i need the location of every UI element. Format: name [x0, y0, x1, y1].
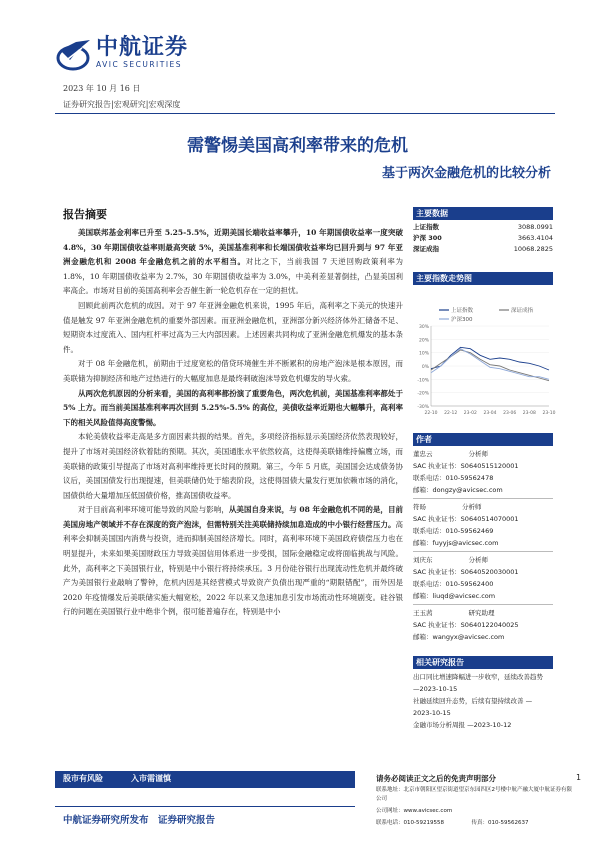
page-title: 需警惕美国高利率带来的危机: [187, 136, 408, 156]
author-name: 董忠云 分析师: [413, 450, 488, 458]
page-number: 1: [576, 773, 582, 782]
related-report-link[interactable]: 社融延续回升态势，后续有望持续改善 —: [413, 697, 533, 705]
related-report-link[interactable]: 金融市场分析周报 —2023-10-12: [413, 721, 512, 729]
main-data-row: 上证指数 3088.0991: [413, 223, 553, 231]
author-phone: 联系电话：010-59562478: [413, 474, 494, 482]
summary-heading: 报告摘要: [63, 208, 107, 221]
legend-label: 深证成指: [511, 308, 534, 314]
related-report-date: 2023-10-15: [413, 709, 451, 717]
x-tick-label: 23-02: [463, 411, 477, 416]
y-tick-label: -30%: [417, 405, 429, 410]
author-name: 刘庆东 分析师: [413, 556, 488, 564]
main-data-row: 沪深 300 3663.4104: [413, 234, 553, 242]
x-tick-label: 23-04: [483, 411, 497, 416]
contact-address: 联系地址：北京市朝阳区望京街道望京东园四区2号楼中航产融大厦中航证券有限公司: [376, 787, 573, 802]
author-license: SAC 执业证书：S0640122040025: [413, 621, 519, 629]
summary-paragraph: [63, 226, 403, 299]
risk-warning-2: 入市需谨慎: [131, 774, 171, 783]
company-website[interactable]: 公司网址：www.avicsec.com: [376, 808, 453, 814]
x-tick-label: 23-08: [522, 411, 536, 416]
company-logo: [56, 36, 206, 72]
author-name: 符旸 分析师: [413, 503, 482, 511]
index-trend-chart: [413, 288, 556, 423]
y-tick-label: 20%: [418, 338, 429, 344]
summary-p6-bold: 从美国自身来说，与 08 年金融危机不同的是，目前美国房地产领域并不存在深度的资产泡沫，但需特别关注美联储持续加息造成的中小银行经营压力。: [63, 505, 403, 529]
report-date: 2023 年 10 月 16 日: [63, 84, 141, 93]
index-chart-title: 主要指数走势图: [413, 272, 553, 285]
author-email[interactable]: 邮箱：liuqd@avicsec.com: [413, 592, 496, 600]
footer-divider: [55, 806, 355, 807]
summary-p6-rest: 高利率会抑制美国国内消费与投资，进而抑制美国经济增长。同时，高利率环境下美国政府债偿压力也在明显提升，未来如果美国财政压力导致美国信用体系进一步受损，国际金融稳定或将面临挑战与风险。此外，高利率之下美国银行业，特别是中小银行将持续承压。3 月份硅谷银行出现流动性危机并最终破产为美国银行业敲响了警钟，危机内因是其经营模式导致资产负债出现严重的“期限错配”，而外因是 2020 年疫情爆发后美联储实施大幅宽松，2022 年以来又急速加息引发市场流动性环境剧变。硅谷银行的问题在美国银行业中绝非个例，很可能普遍存在，特别是中小: [63, 519, 403, 617]
summary-p6-start: 对于目前高利率环境可能导致的风险与影响，: [78, 505, 229, 515]
summary-paragraph: 本轮美债收益率走高是多方面因素共振的结果。首先，多项经济指标显示美国经济依然表现较好，提升了市场对美国经济软着陆的预期。其次，美国通胀水平依然较高，这使得美联储维持偏鹰立场，而美联储的政策引导提高了市场对高利率维持更长时间的预期。第三，今年 5 月底，美国国会达成债务协议后，美国国债发行出现提速，但美联储仍处于缩表阶段，这使得国债大量发行更加依赖市场的消化，国债供给大量增加压低国债价格，推高国债收益率。: [63, 432, 403, 500]
authors-title: 作者: [413, 433, 553, 446]
author-license: SAC 执业证书：S0640515120001: [413, 462, 519, 470]
main-data-row: 深证成指 10068.2825: [413, 245, 553, 253]
logo-chinese-name: 中航证券: [96, 35, 189, 60]
series-line: [431, 350, 549, 381]
summary-p4-bold: 从两次危机原因的分析来看，美国的高利率都扮演了重要角色，两次危机前，美国基准利率都处于 5% 上方。而当前美国基准利率再次回到 5.25%-5.5% 的高位，美债收益率近期也大幅攀升，高利率下的相关风险值得高度警惕。: [63, 388, 403, 427]
contact-phone-fax: 联系电话：010-59219558 传真：010-59562637: [376, 820, 529, 826]
y-tick-label: 10%: [418, 351, 429, 357]
summary-p1-bold: 美国联邦基金利率已升至 5.25-5.5%，近期美国长端收益率攀升，10 年期国债收益率一度突破 4.8%，30 年期国债收益率则最高突破 5%，美国基准利率和长端国债收益率均已回升到与 97 年亚洲金融危机和 2008 年金融危机之前的水平相当。: [63, 228, 403, 267]
logo-english-name: AVIC SECURITIES: [96, 60, 183, 69]
summary-paragraph: [63, 503, 403, 620]
author-phone: 联系电话：010-59562469: [413, 527, 494, 535]
summary-paragraph: [63, 387, 403, 431]
authors-panel: [413, 433, 553, 643]
y-tick-label: -20%: [417, 391, 429, 397]
report-summary: [63, 206, 403, 620]
y-tick-label: 0%: [421, 365, 429, 370]
x-tick-label: 23-10: [542, 411, 556, 416]
author-license: SAC 执业证书：S0640520030001: [413, 568, 519, 576]
legend-label: 上证指数: [451, 308, 474, 314]
related-reports-panel: [413, 656, 553, 731]
author-email[interactable]: 邮箱：fuyyjs@avicsec.com: [413, 539, 499, 547]
author-email[interactable]: 邮箱：dongzy@avicsec.com: [413, 486, 503, 494]
author-license: SAC 执业证书：S0640514070001: [413, 515, 519, 523]
related-report-date: —2023-10-15: [413, 685, 458, 693]
avic-logo-icon: [56, 38, 92, 72]
summary-paragraph: 对于 08 年金融危机，前期由于过度宽松的借贷环境催生并不断累积的房地产泡沫是根本原因，而美联储为抑制经济和地产过热进行的大幅度加息是最终刺破泡沫导致危机爆发的导火索。: [63, 359, 403, 383]
author-phone: 联系电话：010-59562400: [413, 580, 494, 588]
index-chart-panel: [413, 272, 556, 423]
header-divider: [55, 113, 555, 114]
author-name: 王玉茜 研究助理: [413, 609, 495, 617]
risk-warning-1: 股市有风险: [63, 774, 103, 783]
y-tick-label: -10%: [417, 378, 429, 384]
related-report-link[interactable]: 出口同比增速降幅进一步收窄，延续改善趋势: [413, 673, 543, 681]
risk-warning-bar: [55, 771, 355, 788]
related-reports-title: 相关研究报告: [413, 656, 553, 669]
x-tick-label: 23-06: [503, 411, 517, 416]
x-tick-label: 22-10: [424, 411, 438, 416]
legend-label: 沪深300: [451, 317, 473, 323]
y-tick-label: 30%: [418, 325, 429, 330]
main-data-panel: [413, 207, 553, 255]
x-tick-label: 22-12: [444, 411, 458, 416]
publisher-line: 中航证券研究所发布 证券研究报告: [63, 815, 216, 826]
report-category: 证券研究报告|宏观研究|宏观深度: [63, 100, 181, 109]
page-subtitle: 基于两次金融危机的比较分析: [381, 166, 551, 181]
summary-p1-rest: 对比之下，当前我国 7 天逆回购政策利率为 1.8%，10 年期国债收益率为 2.7%，30 年期国债收益率为 3.0%，中美利差显著倒挂，凸显美国利率高企。市场对目前的美国高利率会否催生新一轮危机存在一定的担忧。: [63, 257, 403, 296]
disclaimer-notice: 请务必阅读正文之后的免责声明部分: [376, 774, 496, 783]
summary-paragraph: 回顾此前两次危机的成因。对于 97 年亚洲金融危机来说，1995 年后，高利率之下美元的快速升值是触发 97 年亚洲金融危机的重要外部因素。而亚洲金融危机，亚洲部分新兴经济体外汇储备不足、短期资本过度流入、国内杠杆率过高为三大内部因素。上述因素共同构成了亚洲金融危机爆发的基本条件。: [63, 300, 403, 354]
author-email[interactable]: 邮箱：wangyx@avicsec.com: [413, 633, 505, 641]
main-data-title: 主要数据: [413, 207, 553, 220]
